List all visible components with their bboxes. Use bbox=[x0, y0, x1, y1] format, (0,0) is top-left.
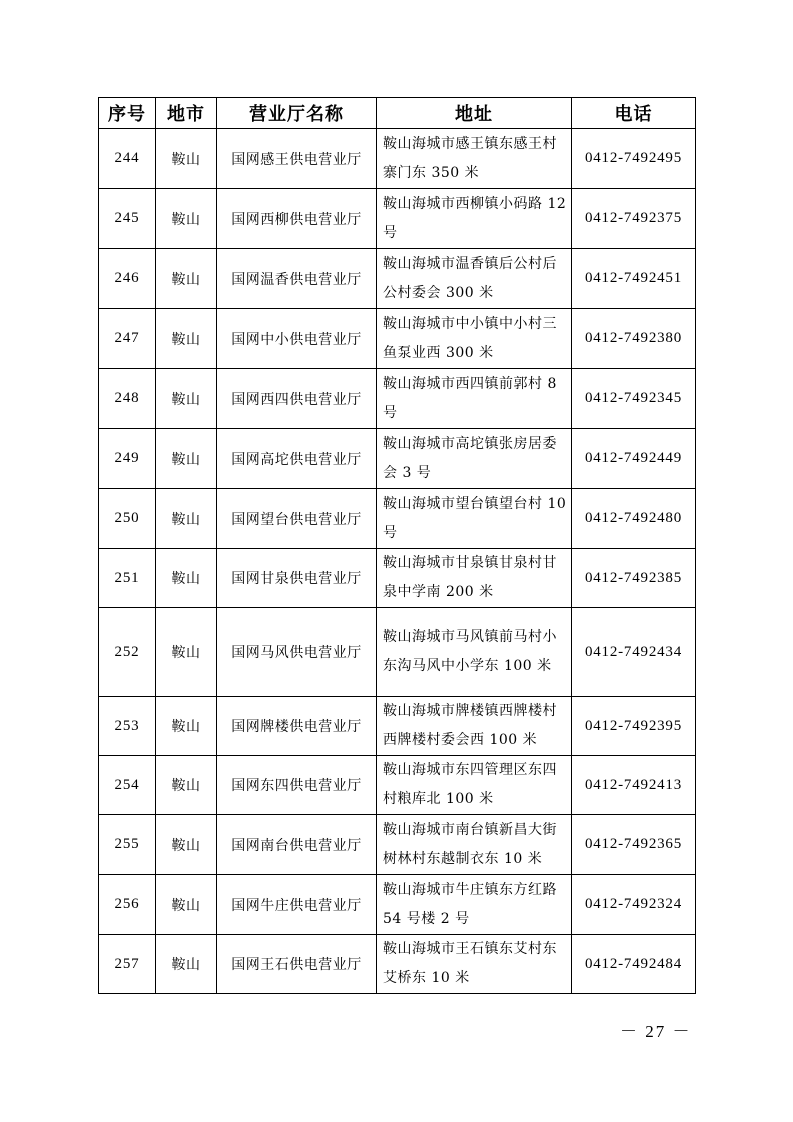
cell-hall-name: 国网牛庄供电营业厅 bbox=[217, 875, 377, 935]
table-row bbox=[99, 697, 696, 756]
cell-phone: 0412-7492495 bbox=[572, 129, 696, 189]
cell-hall-name: 国网中小供电营业厅 bbox=[217, 309, 377, 369]
cell-phone: 0412-7492480 bbox=[572, 489, 696, 549]
cell-hall-name: 国网温香供电营业厅 bbox=[217, 249, 377, 309]
cell-hall-name: 国网高坨供电营业厅 bbox=[217, 429, 377, 489]
cell-city: 鞍山 bbox=[156, 129, 217, 189]
cell-address: 鞍山海城市高坨镇张房居委会 3 号 bbox=[377, 429, 572, 489]
header-phone: 电话 bbox=[572, 98, 696, 129]
table-row bbox=[99, 309, 696, 369]
cell-city: 鞍山 bbox=[156, 429, 217, 489]
table-row bbox=[99, 189, 696, 249]
cell-phone: 0412-7492451 bbox=[572, 249, 696, 309]
cell-hall-name: 国网望台供电营业厅 bbox=[217, 489, 377, 549]
cell-serial: 246 bbox=[99, 249, 156, 309]
cell-hall-name: 国网牌楼供电营业厅 bbox=[217, 697, 377, 756]
header-hall-name: 营业厅名称 bbox=[217, 98, 377, 129]
cell-city: 鞍山 bbox=[156, 875, 217, 935]
header-serial: 序号 bbox=[99, 98, 156, 129]
cell-address: 鞍山海城市温香镇后公村后公村委会 300 米 bbox=[377, 249, 572, 309]
cell-city: 鞍山 bbox=[156, 309, 217, 369]
cell-hall-name: 国网西柳供电营业厅 bbox=[217, 189, 377, 249]
cell-hall-name: 国网南台供电营业厅 bbox=[217, 815, 377, 875]
cell-hall-name: 国网东四供电营业厅 bbox=[217, 756, 377, 815]
cell-serial: 256 bbox=[99, 875, 156, 935]
cell-phone: 0412-7492380 bbox=[572, 309, 696, 369]
table-header-row bbox=[99, 98, 696, 129]
cell-address: 鞍山海城市西柳镇小码路 12 号 bbox=[377, 189, 572, 249]
cell-serial: 253 bbox=[99, 697, 156, 756]
table-row bbox=[99, 875, 696, 935]
table-row bbox=[99, 129, 696, 189]
table-row bbox=[99, 249, 696, 309]
cell-serial: 254 bbox=[99, 756, 156, 815]
cell-address: 鞍山海城市牛庄镇东方红路 54 号楼 2 号 bbox=[377, 875, 572, 935]
cell-phone: 0412-7492434 bbox=[572, 608, 696, 697]
cell-serial: 249 bbox=[99, 429, 156, 489]
cell-address: 鞍山海城市感王镇东感王村寨门东 350 米 bbox=[377, 129, 572, 189]
table-row bbox=[99, 429, 696, 489]
cell-serial: 255 bbox=[99, 815, 156, 875]
cell-phone: 0412-7492385 bbox=[572, 549, 696, 608]
cell-serial: 250 bbox=[99, 489, 156, 549]
cell-address: 鞍山海城市中小镇中小村三鱼泵业西 300 米 bbox=[377, 309, 572, 369]
cell-phone: 0412-7492413 bbox=[572, 756, 696, 815]
cell-city: 鞍山 bbox=[156, 249, 217, 309]
cell-address: 鞍山海城市西四镇前郭村 8 号 bbox=[377, 369, 572, 429]
cell-phone: 0412-7492324 bbox=[572, 875, 696, 935]
cell-phone: 0412-7492484 bbox=[572, 935, 696, 994]
cell-address: 鞍山海城市东四管理区东四村粮库北 100 米 bbox=[377, 756, 572, 815]
header-city: 地市 bbox=[156, 98, 217, 129]
cell-serial: 245 bbox=[99, 189, 156, 249]
cell-phone: 0412-7492365 bbox=[572, 815, 696, 875]
table-row bbox=[99, 815, 696, 875]
service-hall-table bbox=[98, 97, 696, 994]
cell-phone: 0412-7492375 bbox=[572, 189, 696, 249]
cell-hall-name: 国网感王供电营业厅 bbox=[217, 129, 377, 189]
cell-city: 鞍山 bbox=[156, 189, 217, 249]
cell-city: 鞍山 bbox=[156, 935, 217, 994]
cell-hall-name: 国网马风供电营业厅 bbox=[217, 608, 377, 697]
cell-phone: 0412-7492449 bbox=[572, 429, 696, 489]
cell-hall-name: 国网王石供电营业厅 bbox=[217, 935, 377, 994]
cell-city: 鞍山 bbox=[156, 756, 217, 815]
cell-address: 鞍山海城市牌楼镇西牌楼村西牌楼村委会西 100 米 bbox=[377, 697, 572, 756]
cell-phone: 0412-7492395 bbox=[572, 697, 696, 756]
cell-address: 鞍山海城市甘泉镇甘泉村甘泉中学南 200 米 bbox=[377, 549, 572, 608]
cell-serial: 252 bbox=[99, 608, 156, 697]
cell-serial: 251 bbox=[99, 549, 156, 608]
cell-city: 鞍山 bbox=[156, 549, 217, 608]
cell-hall-name: 国网甘泉供电营业厅 bbox=[217, 549, 377, 608]
cell-city: 鞍山 bbox=[156, 815, 217, 875]
cell-address: 鞍山海城市王石镇东艾村东艾桥东 10 米 bbox=[377, 935, 572, 994]
page-number: － 27 － bbox=[620, 1022, 692, 1041]
table-row bbox=[99, 756, 696, 815]
table-row bbox=[99, 549, 696, 608]
cell-city: 鞍山 bbox=[156, 608, 217, 697]
cell-serial: 244 bbox=[99, 129, 156, 189]
cell-serial: 248 bbox=[99, 369, 156, 429]
header-address: 地址 bbox=[377, 98, 572, 129]
table-row bbox=[99, 608, 696, 697]
cell-hall-name: 国网西四供电营业厅 bbox=[217, 369, 377, 429]
cell-city: 鞍山 bbox=[156, 697, 217, 756]
cell-address: 鞍山海城市望台镇望台村 10 号 bbox=[377, 489, 572, 549]
cell-city: 鞍山 bbox=[156, 489, 217, 549]
cell-address: 鞍山海城市南台镇新昌大街树林村东越制衣东 10 米 bbox=[377, 815, 572, 875]
cell-city: 鞍山 bbox=[156, 369, 217, 429]
table-row bbox=[99, 489, 696, 549]
cell-serial: 247 bbox=[99, 309, 156, 369]
table-row bbox=[99, 369, 696, 429]
table-row bbox=[99, 935, 696, 994]
cell-address: 鞍山海城市马风镇前马村小东沟马风中小学东 100 米 bbox=[377, 608, 572, 697]
cell-phone: 0412-7492345 bbox=[572, 369, 696, 429]
cell-serial: 257 bbox=[99, 935, 156, 994]
